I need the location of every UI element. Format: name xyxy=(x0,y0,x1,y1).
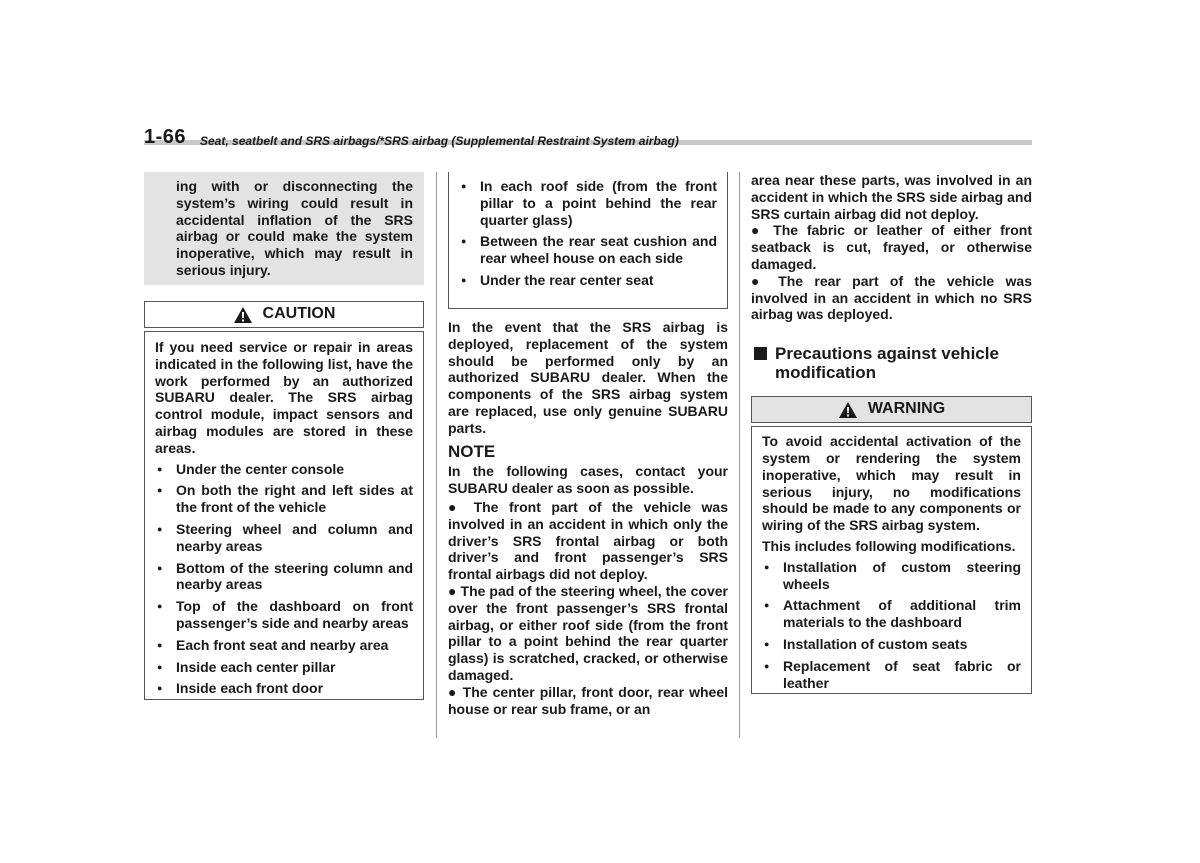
warning-label: WARNING xyxy=(867,400,946,418)
column-right xyxy=(751,172,1032,694)
note-item: ● The center pillar, front door, rear wheel house or rear sub frame, or an xyxy=(448,683,728,717)
list-item: ● Steering wheel and column and nearby areas xyxy=(155,521,413,555)
note-item: ● The pad of the steering wheel, the cover over the front passenger’s SRS frontal airbag, or either roof side (from the front pillar to a point behind the rear quarter glass) is scratched, cracked, or otherwise damaged. xyxy=(448,582,728,683)
list-item: ● In each roof side (from the front pillar to a point behind the rear quarter glass) xyxy=(459,178,717,228)
warning-intro: This includes following modifications. xyxy=(762,537,1016,554)
warning-box xyxy=(751,426,1032,694)
column-middle xyxy=(448,172,728,717)
note-intro: In the following cases, contact your SUBARU dealer as soon as possible. xyxy=(448,463,728,497)
warning-list xyxy=(762,559,1021,692)
list-item: ● Each front seat and nearby area xyxy=(155,637,413,654)
warning-continuation-box xyxy=(144,172,424,285)
list-item: ● Installation of custom steering wheels xyxy=(762,559,1021,593)
section-title: Precautions against vehicle modification xyxy=(775,344,999,383)
caution-continuation-box xyxy=(448,172,728,309)
list-item: ● Inside each front door xyxy=(155,680,413,697)
column-divider xyxy=(739,172,740,738)
note-item: ● The rear part of the vehicle was involved in an accident in which no SRS airbag was deployed. xyxy=(751,272,1032,323)
section-heading xyxy=(751,344,1032,382)
airbag-replacement-paragraph: In the event that the SRS airbag is deployed, replacement of the system should be performed only by an authorized SUBARU dealer. When the components of the SRS airbag system are replaced, use only genuine SUBARU parts. xyxy=(448,319,728,436)
note-title: NOTE xyxy=(448,441,496,461)
page-header xyxy=(144,126,1032,148)
column-divider xyxy=(436,172,437,738)
column-left xyxy=(144,172,424,700)
warning-triangle-icon xyxy=(838,401,858,419)
note-item: ● The front part of the vehicle was involved in an accident in which only the driver’s SRS frontal airbag or both driver’s and front passenger’s SRS frontal airbags did not deploy. xyxy=(448,498,728,583)
page-number: 1-66 xyxy=(144,126,187,148)
chapter-title: Seat, seatbelt and SRS airbags/*SRS airbag (Supplemental Restraint System airbag) xyxy=(200,134,679,148)
list-item: ● Installation of custom seats xyxy=(762,636,1021,653)
warning-header xyxy=(751,396,1032,423)
warning-text: To avoid accidental activation of the system or rendering the system inoperative, which may result in serious injury, no modifications should be made to any components or wiring of the SRS airbag system. xyxy=(762,433,1021,534)
list-item: ● Top of the dashboard on front passenger’s side and nearby areas xyxy=(155,598,413,632)
caution-list-continued xyxy=(459,178,717,289)
caution-box xyxy=(144,331,424,700)
list-item: ● Bottom of the steering column and nearby areas xyxy=(155,560,413,594)
caution-label: CAUTION xyxy=(262,305,336,323)
list-item: ● Under the rear center seat xyxy=(459,272,717,289)
warning-continuation-text: ing with or disconnecting the system’s wiring could result in accidental inflation of the SRS airbag or could make the system inoperative, which may result in serious injury. xyxy=(176,178,413,278)
list-item: ● Between the rear seat cushion and rear wheel house on each side xyxy=(459,233,717,267)
list-item: ● Inside each center pillar xyxy=(155,659,413,676)
list-item: ● Under the center console xyxy=(155,461,413,478)
caution-list xyxy=(155,461,413,698)
list-item: ● On both the right and left sides at the front of the vehicle xyxy=(155,482,413,516)
list-item: ● Replacement of seat fabric or leather xyxy=(762,658,1021,692)
caution-header xyxy=(144,301,424,328)
section-square-icon xyxy=(754,347,767,360)
note-item: area near these parts, was involved in an accident in which the SRS side airbag and SRS curtain airbag did not deploy. xyxy=(751,172,1032,222)
warning-triangle-icon xyxy=(233,306,253,324)
list-item: ● Attachment of additional trim materials to the dashboard xyxy=(762,597,1021,631)
caution-text: If you need service or repair in areas indicated in the following list, have the work performed by an authorized SUBARU dealer. The SRS airbag control module, impact sensors and airbag modules are stored in these areas. xyxy=(155,339,413,456)
note-item: ● The fabric or leather of either front seatback is cut, frayed, or otherwise damaged. xyxy=(751,222,1032,272)
